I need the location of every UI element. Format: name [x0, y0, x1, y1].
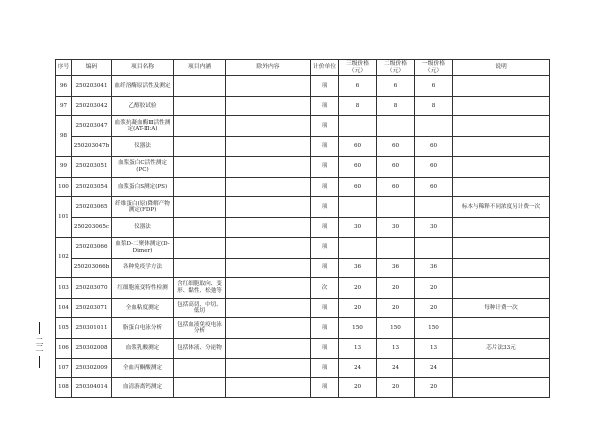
- cell-price1: [415, 237, 453, 258]
- cell-price1: 30: [415, 218, 453, 237]
- cell-content: [174, 358, 226, 377]
- cell-content: [174, 378, 226, 397]
- header-unit: 计价单位: [311, 60, 339, 76]
- page-number-marker: [34, 322, 46, 368]
- table-row: [56, 237, 550, 258]
- page-number: 二二: [35, 337, 44, 351]
- cell-exclusion: [226, 97, 311, 116]
- page-number-dash-bottom: [39, 356, 40, 368]
- cell-code: 250203065: [72, 197, 112, 218]
- cell-note: [453, 156, 550, 177]
- cell-exclusion: [226, 298, 311, 317]
- cell-unit: 项: [311, 339, 339, 358]
- cell-unit: 项: [311, 137, 339, 156]
- cell-seq: 100: [56, 177, 72, 196]
- cell-name: 血浆D-二聚体测定(D-Dimer): [112, 237, 174, 258]
- cell-name: 全血粘度测定: [112, 298, 174, 317]
- cell-seq: 105: [56, 318, 72, 339]
- cell-content: [174, 197, 226, 218]
- cell-content: [174, 76, 226, 97]
- cell-note: [453, 218, 550, 237]
- cell-content: 包括体液、分泌物: [174, 339, 226, 358]
- cell-price2: 24: [377, 358, 415, 377]
- cell-price1: [415, 116, 453, 137]
- table-row: [56, 318, 550, 339]
- cell-code: 250203054: [72, 177, 112, 196]
- cell-name: 仪器法: [112, 218, 174, 237]
- cell-code: 250203047b: [72, 137, 112, 156]
- cell-seq: 96: [56, 76, 72, 97]
- table-row: [56, 116, 550, 137]
- cell-name: 红细胞流变特性检测: [112, 277, 174, 298]
- cell-price3: 60: [339, 137, 377, 156]
- cell-price3: [339, 197, 377, 218]
- cell-price3: 60: [339, 177, 377, 196]
- cell-note: 每种计费一次: [453, 298, 550, 317]
- header-price3: 三级价格（元）: [339, 60, 377, 76]
- cell-unit: 项: [311, 358, 339, 377]
- cell-price2: 36: [377, 258, 415, 277]
- table-header-row: [56, 60, 550, 76]
- header-seq: 序号: [56, 60, 72, 76]
- cell-price1: 13: [415, 339, 453, 358]
- table-row: [56, 358, 550, 377]
- table-row: [56, 258, 550, 277]
- cell-seq: 107: [56, 358, 72, 377]
- table-row: [56, 218, 550, 237]
- cell-note: [453, 318, 550, 339]
- cell-code: 250302009: [72, 358, 112, 377]
- cell-code: 250203065c: [72, 218, 112, 237]
- cell-price1: 20: [415, 378, 453, 397]
- cell-unit: 项: [311, 76, 339, 97]
- cell-content: [174, 156, 226, 177]
- cell-unit: 项: [311, 258, 339, 277]
- cell-price3: 6: [339, 76, 377, 97]
- cell-note: [453, 378, 550, 397]
- cell-note: [453, 97, 550, 116]
- cell-price2: 60: [377, 156, 415, 177]
- page-number-dash-top: [39, 322, 40, 334]
- cell-price3: 20: [339, 298, 377, 317]
- cell-exclusion: [226, 378, 311, 397]
- cell-content: [174, 258, 226, 277]
- cell-seq: 98: [56, 116, 72, 156]
- cell-content: [174, 97, 226, 116]
- cell-content: 包括高切、中切、低切: [174, 298, 226, 317]
- table-row: [56, 177, 550, 196]
- cell-note: [453, 137, 550, 156]
- cell-price2: 20: [377, 298, 415, 317]
- cell-price1: 20: [415, 298, 453, 317]
- cell-code: 250203066b: [72, 258, 112, 277]
- table-row: [56, 137, 550, 156]
- cell-price2: 8: [377, 97, 415, 116]
- cell-unit: 项: [311, 156, 339, 177]
- cell-note: [453, 277, 550, 298]
- cell-price1: 8: [415, 97, 453, 116]
- cell-code: 250304014: [72, 378, 112, 397]
- cell-code: 250203070: [72, 277, 112, 298]
- cell-price2: 30: [377, 218, 415, 237]
- cell-name: 血浆蛋白C活性测定(PC): [112, 156, 174, 177]
- table-row: [56, 339, 550, 358]
- header-code: 编码: [72, 60, 112, 76]
- table-row: [56, 97, 550, 116]
- cell-exclusion: [226, 258, 311, 277]
- cell-note: 标本与稀释不同浓度另计费一次: [453, 197, 550, 218]
- cell-price1: 24: [415, 358, 453, 377]
- cell-seq: 101: [56, 197, 72, 237]
- cell-price1: 60: [415, 177, 453, 196]
- cell-exclusion: [226, 116, 311, 137]
- cell-exclusion: [226, 197, 311, 218]
- cell-content: 含红细胞取向、变形、黏性、松弛等: [174, 277, 226, 298]
- header-price2: 二级价格（元）: [377, 60, 415, 76]
- cell-unit: 项: [311, 116, 339, 137]
- cell-price3: 24: [339, 358, 377, 377]
- cell-exclusion: [226, 237, 311, 258]
- cell-exclusion: [226, 358, 311, 377]
- cell-price3: 13: [339, 339, 377, 358]
- cell-seq: 99: [56, 156, 72, 177]
- cell-exclusion: [226, 277, 311, 298]
- cell-exclusion: [226, 177, 311, 196]
- cell-code: 250203042: [72, 97, 112, 116]
- cell-price3: 30: [339, 218, 377, 237]
- cell-price3: 150: [339, 318, 377, 339]
- cell-seq: 104: [56, 298, 72, 317]
- cell-content: [174, 116, 226, 137]
- cell-price3: 36: [339, 258, 377, 277]
- cell-price3: 20: [339, 378, 377, 397]
- cell-code: 250203047: [72, 116, 112, 137]
- cell-code: 250203041: [72, 76, 112, 97]
- cell-content: [174, 237, 226, 258]
- cell-seq: 108: [56, 378, 72, 397]
- cell-price3: 20: [339, 277, 377, 298]
- cell-price2: 60: [377, 177, 415, 196]
- medical-service-price-table: [55, 59, 550, 398]
- cell-unit: 次: [311, 277, 339, 298]
- cell-name: 血清游离钙测定: [112, 378, 174, 397]
- cell-note: [453, 358, 550, 377]
- cell-name: 纤维蛋白(原)降解产物测定(FDP): [112, 197, 174, 218]
- cell-unit: 项: [311, 237, 339, 258]
- cell-note: [453, 237, 550, 258]
- cell-price1: 6: [415, 76, 453, 97]
- cell-price2: [377, 116, 415, 137]
- cell-price2: [377, 237, 415, 258]
- cell-price3: [339, 237, 377, 258]
- table-row: [56, 197, 550, 218]
- cell-price3: 60: [339, 156, 377, 177]
- cell-unit: 项: [311, 218, 339, 237]
- cell-note: [453, 76, 550, 97]
- cell-seq: 97: [56, 97, 72, 116]
- cell-content: [174, 218, 226, 237]
- cell-unit: 项: [311, 97, 339, 116]
- cell-content: [174, 177, 226, 196]
- table-row: [56, 378, 550, 397]
- cell-exclusion: [226, 339, 311, 358]
- cell-exclusion: [226, 318, 311, 339]
- cell-code: 250203071: [72, 298, 112, 317]
- cell-seq: 102: [56, 237, 72, 277]
- table-row: [56, 76, 550, 97]
- table-row: [56, 156, 550, 177]
- cell-unit: 项: [311, 298, 339, 317]
- cell-price1: 60: [415, 137, 453, 156]
- cell-unit: 项: [311, 318, 339, 339]
- cell-price1: 60: [415, 156, 453, 177]
- header-exclusion: 除外内容: [226, 60, 311, 76]
- table-row: [56, 298, 550, 317]
- cell-price2: 20: [377, 378, 415, 397]
- cell-name: 血浆抗凝血酶Ⅲ活性测定(AT-Ⅲ:A): [112, 116, 174, 137]
- cell-price2: 13: [377, 339, 415, 358]
- cell-code: 250203051: [72, 156, 112, 177]
- cell-exclusion: [226, 76, 311, 97]
- cell-note: [453, 258, 550, 277]
- cell-content: 包括血液免疫电泳分析: [174, 318, 226, 339]
- cell-unit: 项: [311, 177, 339, 196]
- cell-unit: 项: [311, 378, 339, 397]
- cell-name: 仪器法: [112, 137, 174, 156]
- cell-code: 250301011: [72, 318, 112, 339]
- cell-price3: 8: [339, 97, 377, 116]
- cell-name: 各种免疫学方法: [112, 258, 174, 277]
- cell-name: 全血丙酮酸测定: [112, 358, 174, 377]
- cell-seq: 106: [56, 339, 72, 358]
- cell-price2: 6: [377, 76, 415, 97]
- cell-name: 乙醇胶试验: [112, 97, 174, 116]
- cell-unit: 项: [311, 197, 339, 218]
- cell-price1: 150: [415, 318, 453, 339]
- cell-note: [453, 177, 550, 196]
- cell-name: 血浆乳酸测定: [112, 339, 174, 358]
- header-name: 项目名称: [112, 60, 174, 76]
- cell-price1: [415, 197, 453, 218]
- cell-price1: 20: [415, 277, 453, 298]
- cell-content: [174, 137, 226, 156]
- cell-exclusion: [226, 137, 311, 156]
- cell-price2: 150: [377, 318, 415, 339]
- cell-exclusion: [226, 156, 311, 177]
- cell-name: 血纤溶酶原活性及测定: [112, 76, 174, 97]
- cell-exclusion: [226, 218, 311, 237]
- cell-price2: 20: [377, 277, 415, 298]
- cell-name: 脂蛋白电泳分析: [112, 318, 174, 339]
- cell-note: [453, 116, 550, 137]
- cell-code: 250203066: [72, 237, 112, 258]
- cell-name: 血浆蛋白S测定(PS): [112, 177, 174, 196]
- cell-price2: 60: [377, 137, 415, 156]
- header-price1: 一级价格（元）: [415, 60, 453, 76]
- cell-note: 芯片法33元: [453, 339, 550, 358]
- header-content: 项目内涵: [174, 60, 226, 76]
- header-note: 说明: [453, 60, 550, 76]
- cell-seq: 103: [56, 277, 72, 298]
- cell-price2: [377, 197, 415, 218]
- table-row: [56, 277, 550, 298]
- cell-price1: 36: [415, 258, 453, 277]
- cell-price3: [339, 116, 377, 137]
- cell-code: 250302008: [72, 339, 112, 358]
